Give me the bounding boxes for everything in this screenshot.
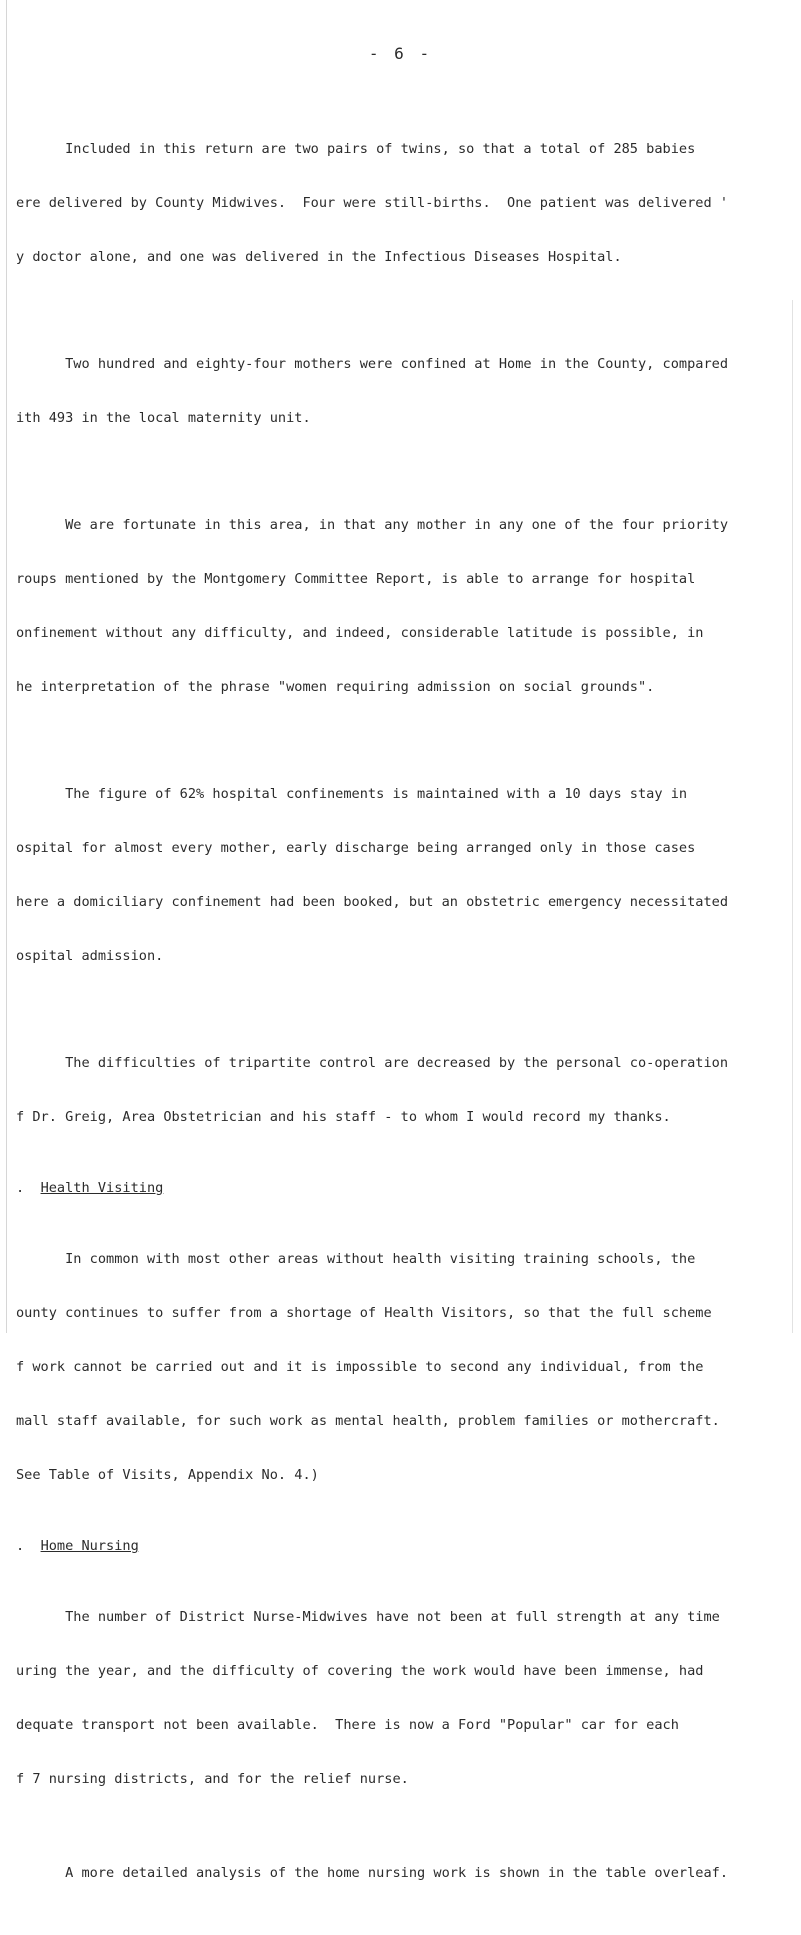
- section-heading-prefix: .: [16, 1180, 41, 1196]
- text-line: The difficulties of tripartite control are decreased by the personal co-operation: [16, 1055, 729, 1071]
- text-line: roups mentioned by the Montgomery Committee Report, is able to arrange for hospital: [16, 571, 696, 587]
- paragraph-twins: [16, 104, 794, 302]
- paragraph-tripartite-control: [16, 1018, 794, 1162]
- text-line: ere delivered by County Midwives. Four were still-births. One patient was delivered ': [16, 195, 729, 211]
- text-line: Included in this return are two pairs of twins, so that a total of 285 babies: [16, 141, 696, 157]
- paragraph-home-nursing: [16, 1572, 794, 1824]
- text-line: uring the year, and the difficulty of covering the work would have been immense, had: [16, 1663, 704, 1679]
- text-line: f 7 nursing districts, and for the relief nurse.: [16, 1771, 409, 1787]
- document-body: [16, 104, 794, 1935]
- text-line: In common with most other areas without health visiting training schools, the: [16, 1251, 696, 1267]
- page-number: - 6 -: [368, 44, 433, 63]
- text-line: mall staff available, for such work as mental health, problem families or mothercraft.: [16, 1413, 720, 1429]
- text-line: f Dr. Greig, Area Obstetrician and his staff - to whom I would record my thanks.: [16, 1109, 671, 1125]
- text-line: ospital admission.: [16, 948, 164, 964]
- text-line: The number of District Nurse-Midwives have not been at full strength at any time: [16, 1609, 720, 1625]
- text-line: onfinement without any difficulty, and indeed, considerable latitude is possible, in: [16, 625, 704, 641]
- text-line: he interpretation of the phrase "women requiring admission on social grounds".: [16, 679, 655, 695]
- text-line: f work cannot be carried out and it is impossible to second any individual, from the: [16, 1359, 704, 1375]
- text-line: ospital for almost every mother, early discharge being arranged only in those cases: [16, 840, 696, 856]
- paragraph-analysis-note: [16, 1828, 794, 1918]
- text-line: Two hundred and eighty-four mothers were confined at Home in the County, compared: [16, 356, 729, 372]
- text-line: A more detailed analysis of the home nursing work is shown in the table overleaf.: [16, 1865, 729, 1881]
- paragraph-hospital-stay: [16, 749, 794, 1001]
- text-line: ith 493 in the local maternity unit.: [16, 410, 311, 426]
- section-heading-text: Health Visiting: [40, 1180, 164, 1196]
- text-line: y doctor alone, and one was delivered in the Infectious Diseases Hospital.: [16, 249, 622, 265]
- text-line: See Table of Visits, Appendix No. 4.): [16, 1467, 319, 1483]
- text-line: ounty continues to suffer from a shortage of Health Visitors, so that the full scheme: [16, 1305, 712, 1321]
- paragraph-home-confinements: [16, 319, 794, 463]
- text-line: The figure of 62% hospital confinements is maintained with a 10 days stay in: [16, 786, 688, 802]
- paragraph-health-visiting: [16, 1214, 794, 1520]
- text-line: here a domiciliary confinement had been booked, but an obstetric emergency necessitated: [16, 894, 729, 910]
- section-heading-health-visiting: [16, 1179, 794, 1197]
- scan-left-edge: [6, 0, 7, 1333]
- section-heading-home-nursing: [16, 1537, 794, 1555]
- section-heading-text: Home Nursing: [40, 1538, 139, 1554]
- text-line: dequate transport not been available. There is now a Ford "Popular" car for each: [16, 1717, 679, 1733]
- text-line: We are fortunate in this area, in that any mother in any one of the four priority: [16, 517, 729, 533]
- section-heading-prefix: .: [16, 1538, 41, 1554]
- paragraph-priority-groups: [16, 480, 794, 732]
